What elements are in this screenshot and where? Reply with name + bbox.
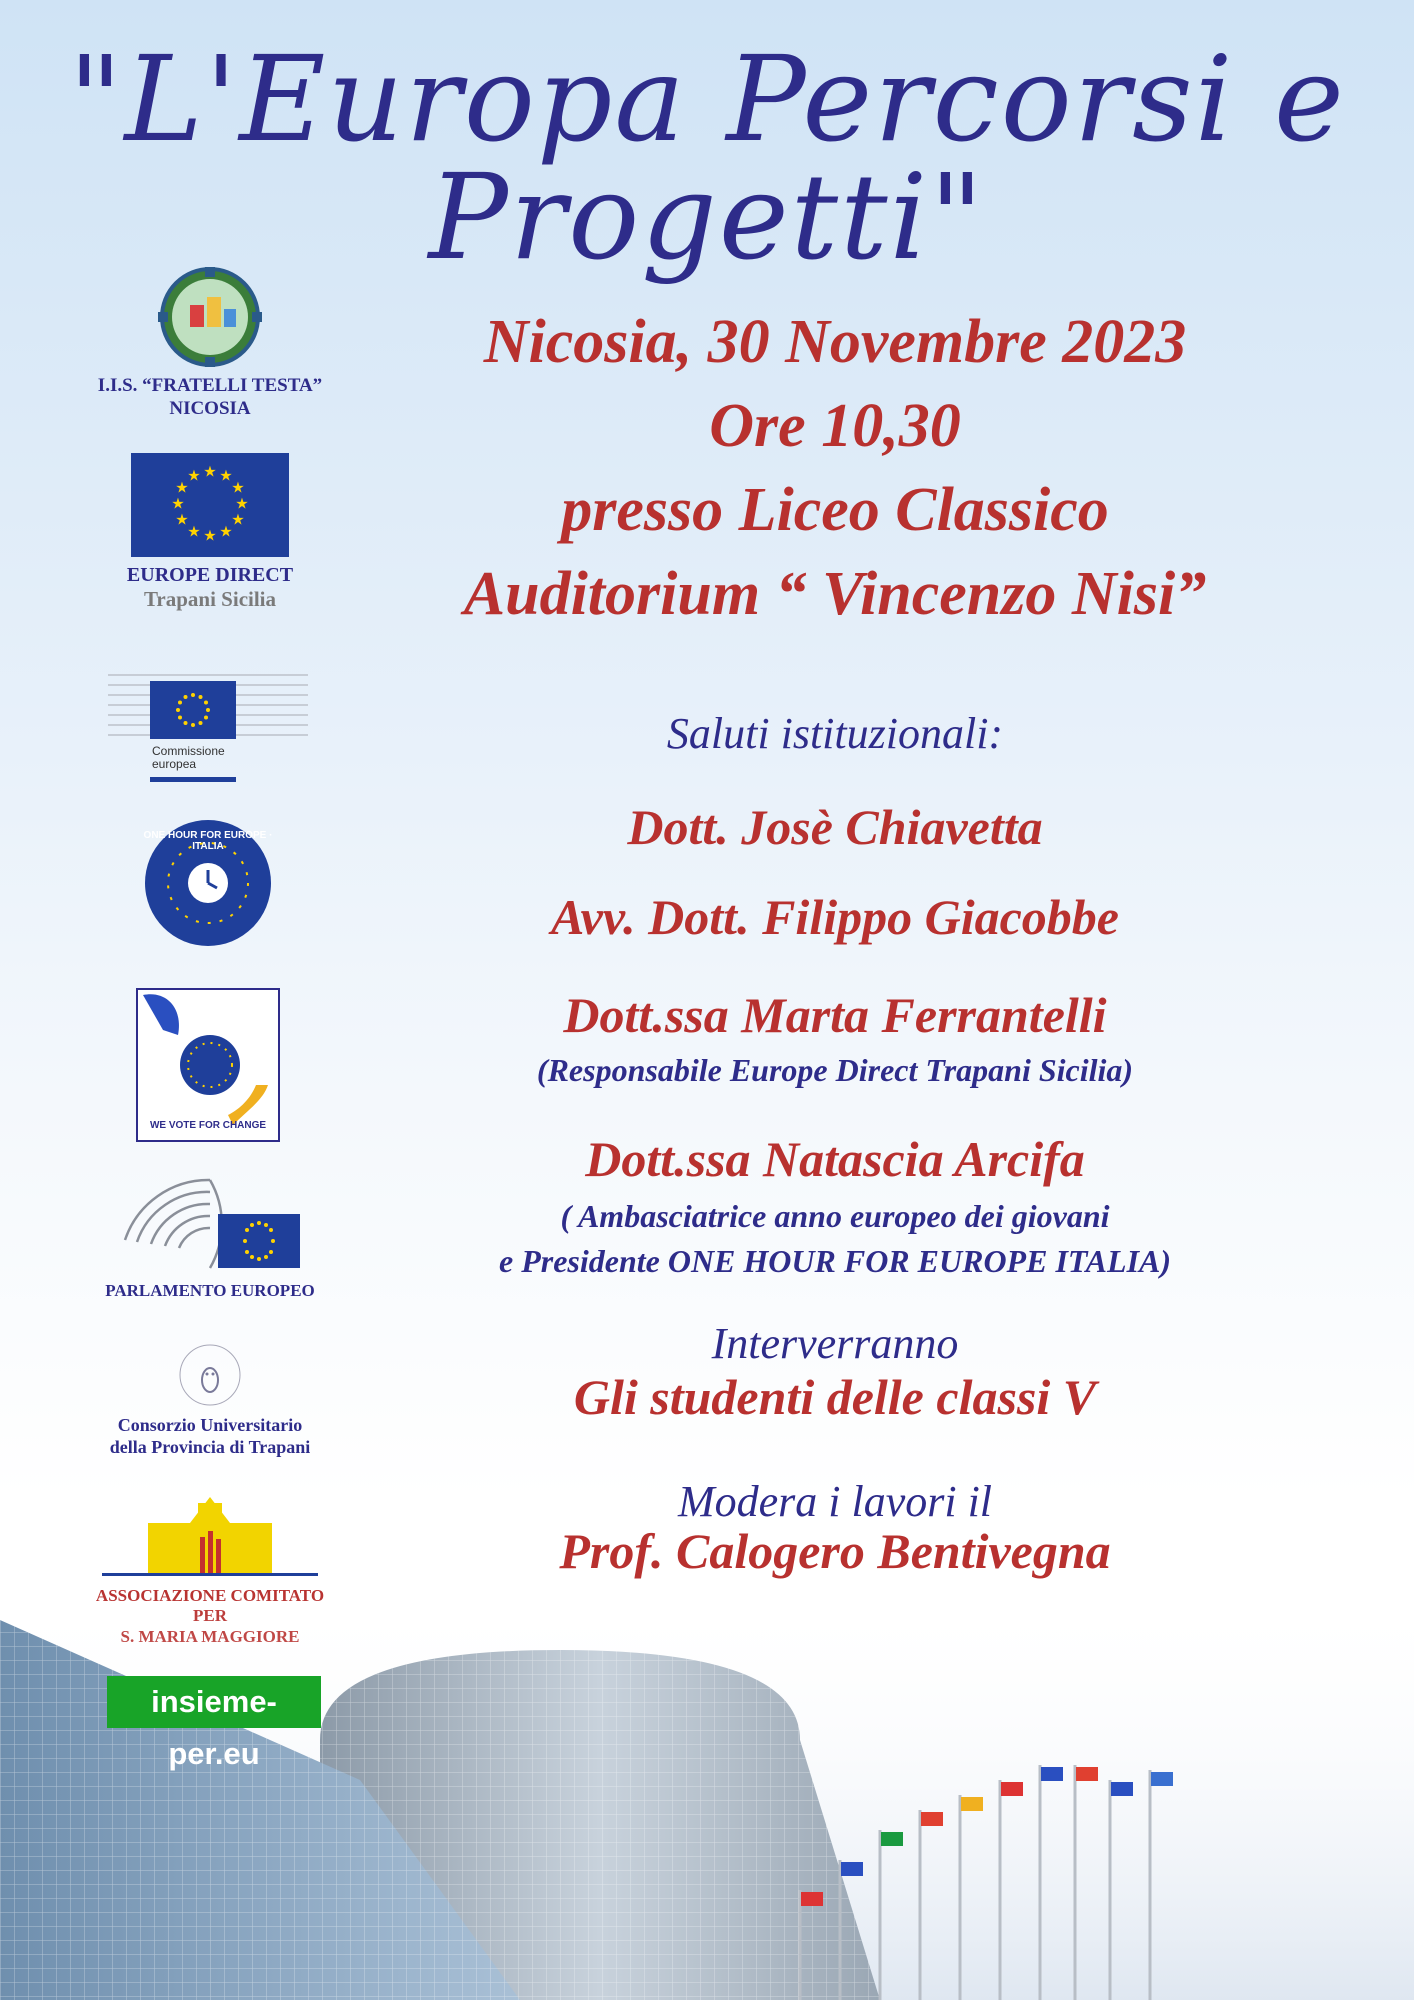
logo-caption: Trapani Sicilia (143, 587, 277, 611)
poster-title: "L'Europa Percorsi e Progetti" (68, 30, 1346, 286)
logo-caption: Consorzio Universitario (117, 1415, 303, 1435)
logo-caption: della Provincia di Trapani (109, 1436, 311, 1457)
owl-seal-icon (175, 1340, 245, 1410)
moderator-name: Prof. Calogero Bentivegna (559, 1523, 1111, 1579)
speaker-name: Dott.ssa Marta Ferrantelli (563, 987, 1107, 1043)
speaker-name: Dott.ssa Natascia Arcifa (585, 1131, 1085, 1187)
we-vote-logo (136, 988, 280, 1142)
consorzio-universitario-logo (95, 1340, 325, 1458)
eu-flag-icon: ★ ★ ★ ★ ★ ★ ★ ★ ★ ★ ★ ★ (131, 453, 289, 557)
speaker-name: Dott. Josè Chiavetta (627, 799, 1043, 855)
commissione-europea-logo (108, 645, 308, 785)
event-date: Nicosia, 30 Novembre 2023 (483, 308, 1187, 376)
event-time: Ore 10,30 (709, 392, 961, 460)
logo-caption: PARLAMENTO EUROPEO (105, 1281, 315, 1300)
parlamento-europeo-logo (95, 1170, 325, 1301)
logo-caption: Commissione (152, 744, 225, 758)
logo-caption: NICOSIA (169, 397, 251, 419)
globe-hands-icon (138, 990, 278, 1140)
logo-caption: europea (152, 757, 197, 772)
greetings-intro: Saluti istituzionali: (666, 709, 1004, 758)
event-venue: Auditorium “ Vincenzo Nisi” (463, 560, 1207, 628)
europe-direct-logo (105, 453, 315, 612)
school-crest-icon (145, 265, 275, 370)
students-text: Gli studenti delle classi V (573, 1369, 1097, 1425)
speaker-name: Avv. Dott. Filippo Giacobbe (551, 889, 1119, 945)
moderator-intro: Modera i lavori il (677, 1477, 993, 1526)
speaker-role: (Responsabile Europe Direct Trapani Sicilia) (536, 1052, 1134, 1088)
students-intro: Interverranno (711, 1319, 959, 1368)
logo-caption: ONE HOUR FOR EUROPE · ITALIA (143, 830, 273, 852)
european-parliament-building-photo (0, 1590, 1414, 2000)
logo-caption: EUROPE DIRECT (126, 564, 294, 586)
event-place: presso Liceo Classico (561, 476, 1109, 544)
logo-caption: WE VOTE FOR CHANGE (149, 1120, 267, 1131)
speaker-role: e Presidente ONE HOUR FOR EUROPE ITALIA) (498, 1243, 1172, 1279)
church-facade-icon (100, 1495, 320, 1581)
insieme-per-eu-badge: insieme-per.eu (107, 1676, 321, 1728)
speaker-role: ( Ambasciatrice anno europeo dei giovani (560, 1198, 1110, 1234)
logo-caption: I.I.S. “FRATELLI TESTA” (97, 375, 323, 396)
iis-fratelli-testa-logo (90, 265, 330, 421)
one-hour-for-europe-logo (143, 818, 273, 948)
hemicycle-icon (115, 1170, 305, 1270)
eu-stars-icon (176, 693, 210, 727)
